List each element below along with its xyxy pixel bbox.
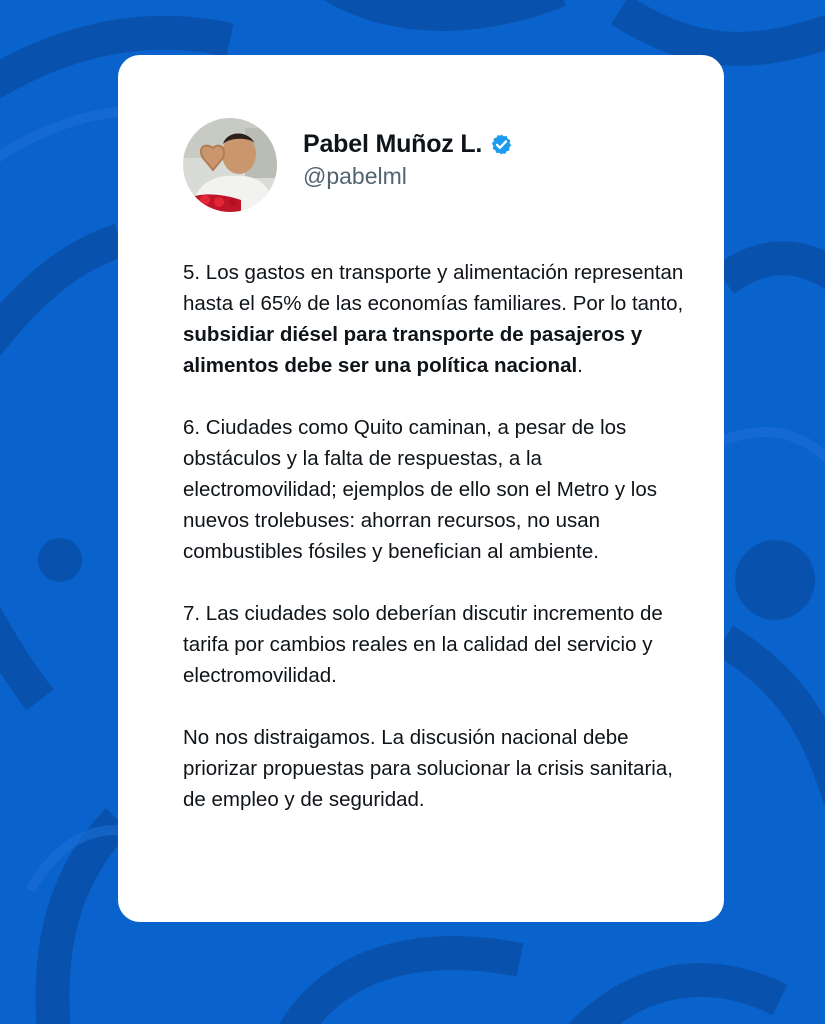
avatar-image: [183, 118, 277, 212]
avatar[interactable]: [183, 118, 277, 212]
tweet-paragraph-5: [183, 257, 684, 381]
author-handle[interactable]: @pabelml: [303, 163, 407, 189]
p5-end: .: [577, 354, 583, 377]
author-info: [303, 130, 513, 190]
tweet-paragraph-8: No nos distraigamos. La discusión nacional debe priorizar propuestas para solucionar la crisis sanitaria, de empleo y de seguridad.: [183, 726, 673, 811]
name-row: [303, 130, 513, 159]
tweet-text: [183, 257, 684, 815]
p5-text: 5. Los gastos en transporte y alimentación representan hasta el 65% de las economías familiares. Por lo tanto,: [183, 261, 684, 315]
tweet-paragraph-7: 7. Las ciudades solo deberían discutir incremento de tarifa por cambios reales en la calidad del servicio y electromovilidad.: [183, 602, 663, 687]
author-name[interactable]: Pabel Muñoz L.: [303, 130, 483, 158]
tweet-paragraph-6: 6. Ciudades como Quito caminan, a pesar de los obstáculos y la falta de respuestas, a la electromovilidad; ejemplos de ello son el Metro y los nuevos trolebuses: ahorran recursos, no usan combustibles fósiles y benefician al ambiente.: [183, 416, 658, 563]
tweet-header: [183, 117, 684, 213]
p5-bold-text: subsidiar diésel para transporte de pasajeros y alimentos debe ser una política nacional: [183, 323, 643, 377]
verified-badge-icon: [490, 133, 513, 156]
tweet-card: [118, 55, 724, 922]
